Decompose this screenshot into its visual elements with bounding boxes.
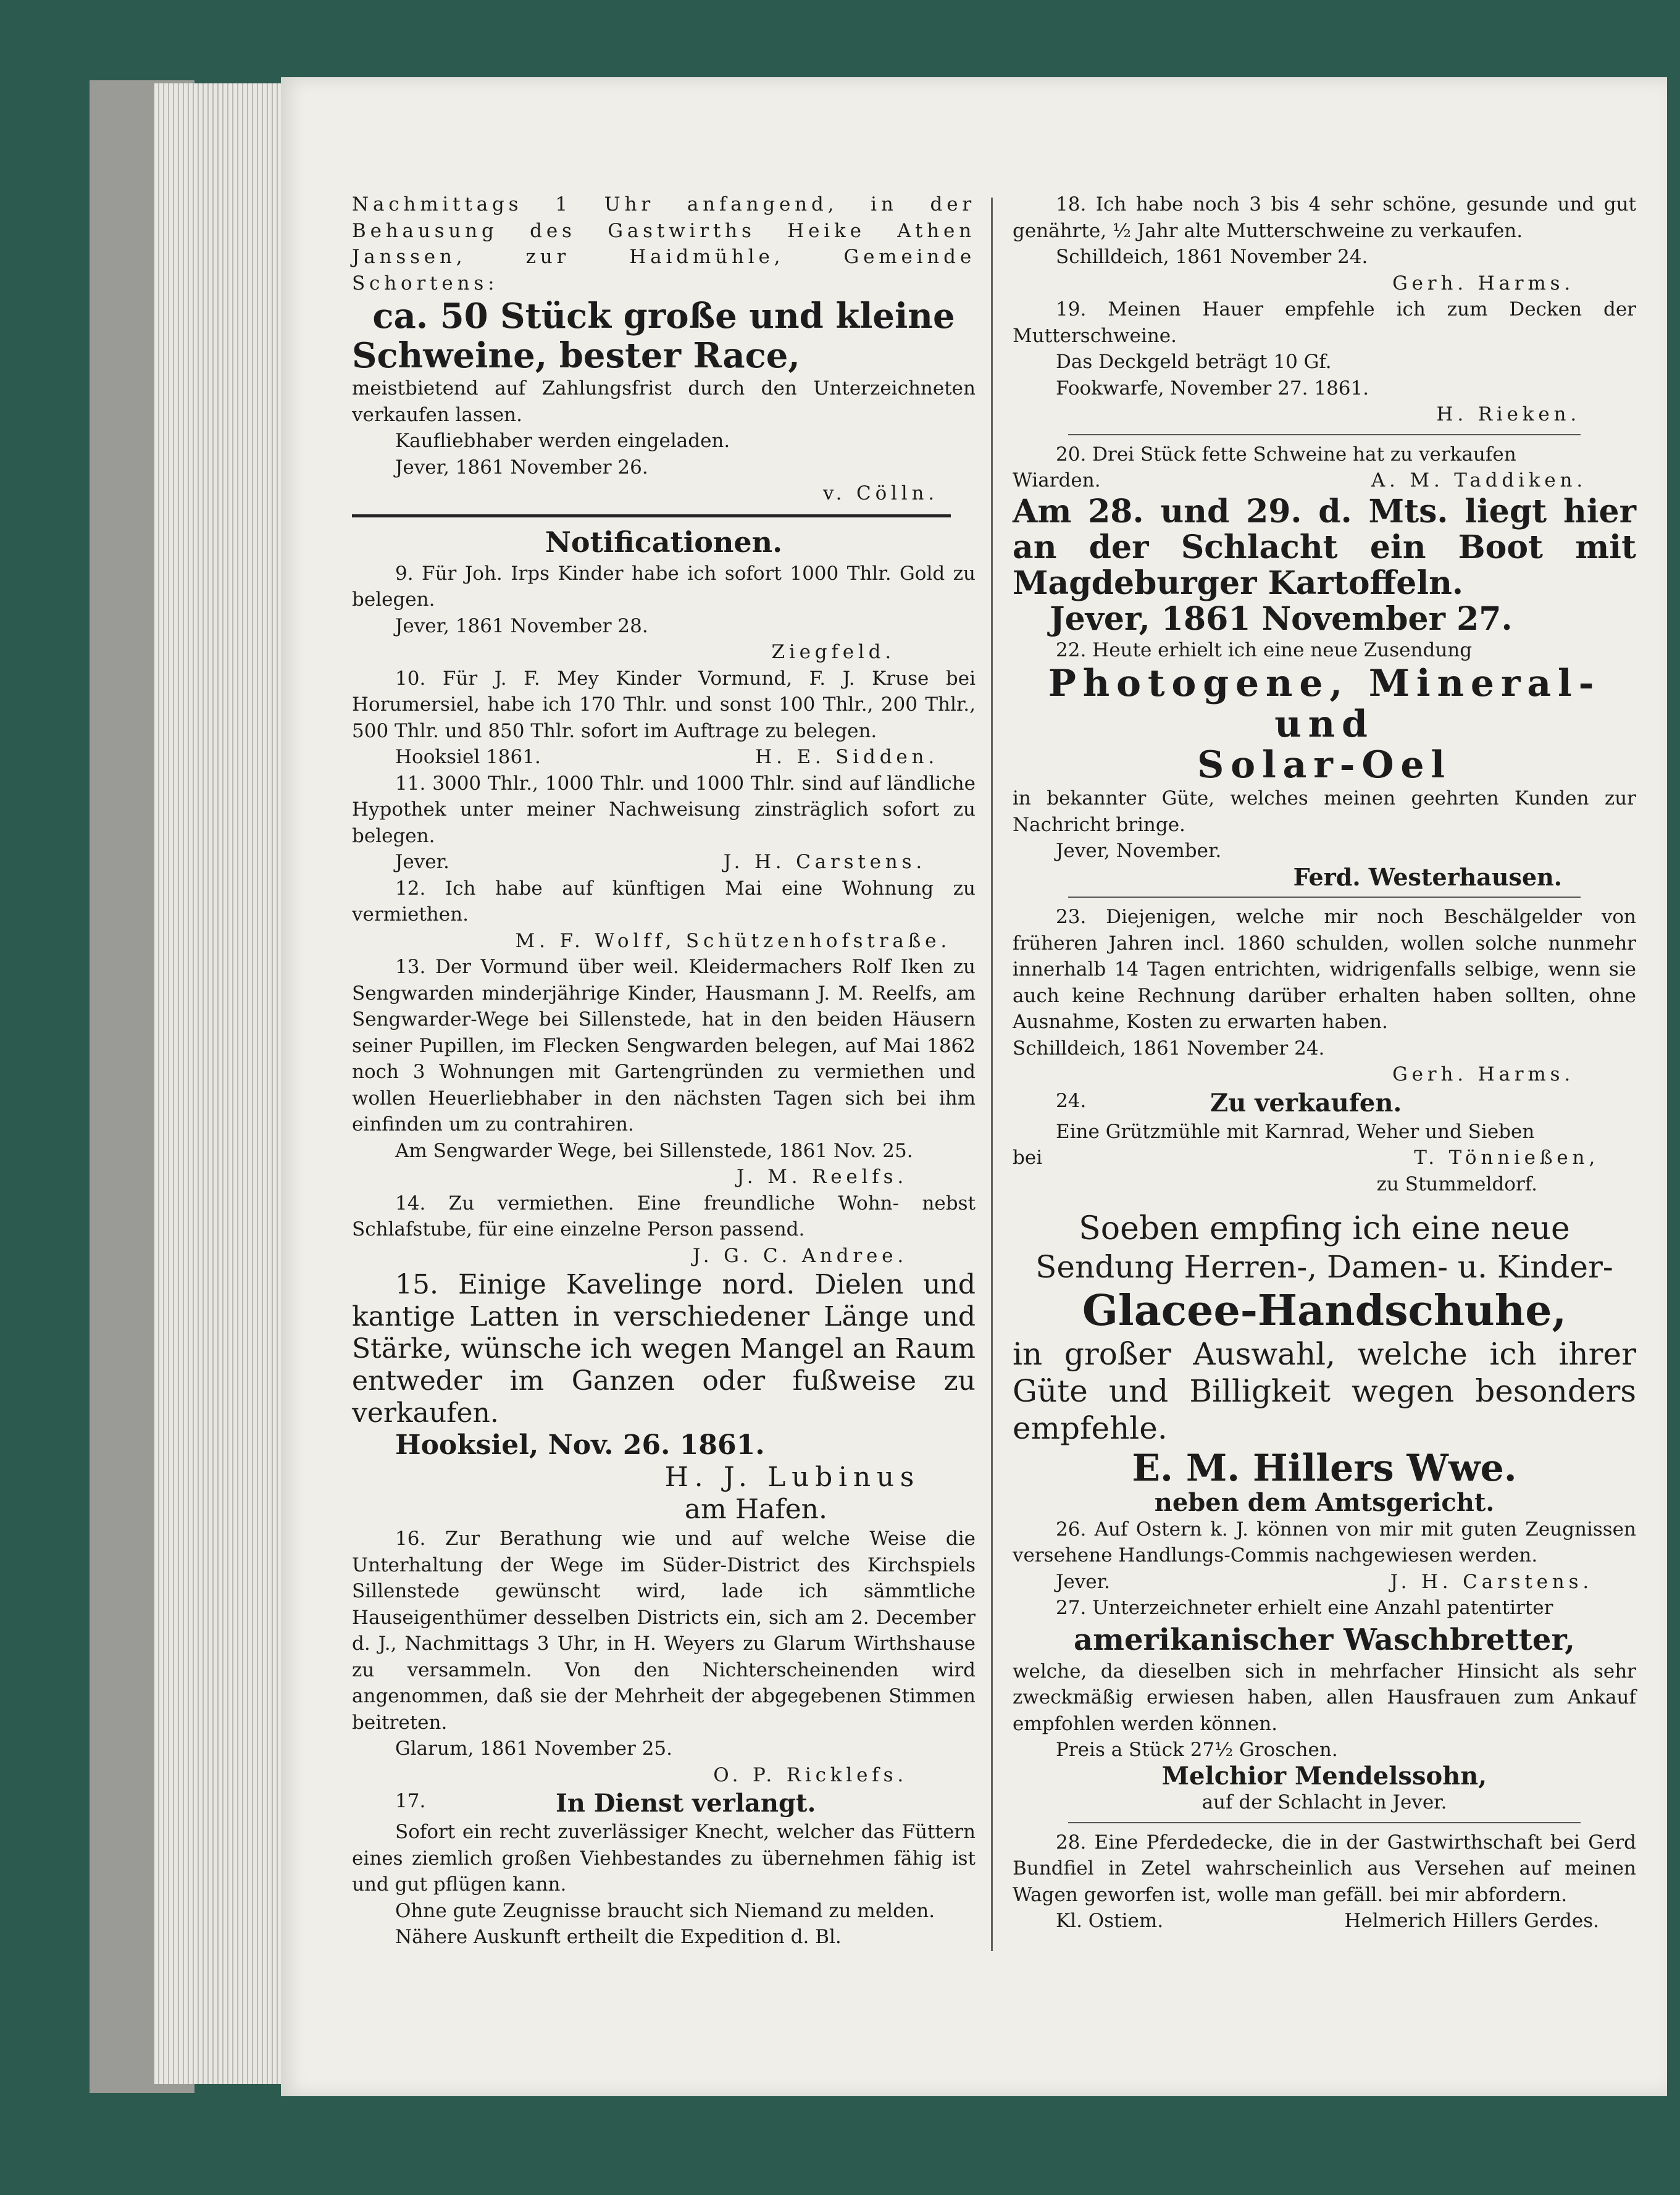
notice-12: 12. Ich habe auf künftigen Mai eine Wohnung zu vermiethen. bbox=[352, 877, 976, 926]
separator bbox=[1068, 1822, 1581, 1823]
notice-11: 11. 3000 Thlr., 1000 Thlr. und 1000 Thlr. sind auf ländliche Hypothek unter meiner Nachweisung zinsträglich sofort zu belegen. bbox=[352, 772, 976, 847]
notice-18: 18. Ich habe noch 3 bis 4 sehr schöne, gesunde und gut genährte, ½ Jahr alte Mutterschweine zu verkaufen. bbox=[1013, 193, 1636, 242]
notice-19-signature: H. Rieken. bbox=[1436, 403, 1581, 425]
notice-15-signature: H. J. Lubinus bbox=[664, 1461, 920, 1493]
notice-17-number: 17. bbox=[395, 1790, 426, 1812]
notice-23: 23. Diejenigen, welche mir noch Beschälgelder von früheren Jahren incl. 1860 schulden, wollen solche nunmehr innerhalb 14 Tagen entrichten, widrigenfalls selbige, wenn sie auch keine Rechnung darüber erhalten haben sollten, ohne Ausnahme, Kosten zu erwarten haben. bbox=[1013, 906, 1636, 1033]
notice-9-place: Jever, 1861 November 28. bbox=[395, 614, 648, 637]
notice-24: Eine Grützmühle mit Karnrad, Weher und Sieben bbox=[1056, 1120, 1535, 1143]
notice-15: 15. Einige Kavelinge nord. Dielen und kantige Latten in verschiedener Länge und Stärke, wünsche ich wegen Mangel an Raum entweder im Ganzen oder fußweise zu verkaufen. bbox=[352, 1269, 976, 1429]
notice-22-product-1: Photogene, Mineral- und bbox=[1048, 662, 1601, 746]
notice-11-signature: J. H. Carstens. bbox=[723, 851, 926, 873]
separator bbox=[1068, 897, 1581, 898]
right-column bbox=[1013, 191, 1636, 1934]
notice-26: 26. Auf Ostern k. J. können von mir mit guten Zeugnissen versehene Handlungs-Commis nachgewiesen werden. bbox=[1013, 1518, 1636, 1566]
notice-17: Sofort ein recht zuverlässiger Knecht, welcher das Füttern eines ziemlich großen Viehbestandes zu übernehmen fähig ist und gut pflügen kann. bbox=[352, 1821, 976, 1896]
notice-13-place: Am Sengwarder Wege, bei Sillenstede, 1861 Nov. 25. bbox=[395, 1139, 913, 1162]
notice-22: 22. Heute erhielt ich eine neue Zusendung bbox=[1056, 638, 1473, 661]
notice-13-signature: J. M. Reelfs. bbox=[736, 1166, 908, 1188]
ad-gloves-product: Glacee-Handschuhe, bbox=[1082, 1286, 1567, 1336]
notice-26-signature: J. H. Carstens. bbox=[1390, 1570, 1593, 1593]
notice-28: 28. Eine Pferdedecke, die in der Gastwirthschaft bei Gerd Bundfiel in Zetel wahrscheinlich aus Versehen auf meinen Wagen geworfen ist, wolle man gefäll. bei mir abfordern. bbox=[1013, 1831, 1636, 1906]
notice-22-text: in bekannter Güte, welches meinen geehrten Kunden zur Nachricht bringe. bbox=[1013, 787, 1636, 836]
notice-12-signature: M. F. Wolff, Schützenhofstraße. bbox=[515, 929, 951, 952]
left-column bbox=[352, 191, 976, 1950]
notice-16-signature: O. P. Ricklefs. bbox=[713, 1763, 908, 1786]
notice-17-heading: In Dienst verlangt. bbox=[556, 1789, 816, 1818]
ad-gloves-line-1: Soeben empfing ich eine neue bbox=[1079, 1210, 1570, 1247]
notice-24-heading: Zu verkaufen. bbox=[1210, 1088, 1402, 1118]
ad-gloves-text: in großer Auswahl, welche ich ihrer Güte und Billigkeit wegen besonders empfehle. bbox=[1013, 1336, 1636, 1446]
notice-23-signature: Gerh. Harms. bbox=[1392, 1063, 1574, 1085]
column-divider bbox=[991, 198, 993, 1951]
notice-20: 20. Drei Stück fette Schweine hat zu verkaufen bbox=[1056, 443, 1516, 466]
notice-17-b: Ohne gute Zeugnisse braucht sich Niemand zu melden. bbox=[395, 1899, 935, 1922]
notice-9-signature: Ziegfeld. bbox=[771, 641, 895, 663]
notice-21-place: Jever, 1861 November 27. bbox=[1050, 600, 1513, 638]
notice-14: 14. Zu vermiethen. Eine freundliche Wohn- nebst Schlafstube, für eine einzelne Person passend. bbox=[352, 1192, 976, 1240]
notificationen-heading: Notificationen. bbox=[545, 525, 783, 559]
notice-24-signature-2: zu Stummeldorf. bbox=[1376, 1173, 1537, 1195]
notice-20-signature: A. M. Taddiken. bbox=[1371, 469, 1587, 491]
notice-27-text: welche, da dieselben sich in mehrfacher Hinsicht als sehr zweckmäßig erwiesen haben, allen Hausfrauen zum Ankauf empfohlen werden können. bbox=[1013, 1660, 1636, 1735]
notice-27-price: Preis a Stück 27½ Groschen. bbox=[1056, 1739, 1338, 1761]
newspaper-page bbox=[281, 77, 1667, 2096]
notice-15-place: Hooksiel, Nov. 26. 1861. bbox=[395, 1429, 765, 1461]
notice-10-signature: H. E. Sidden. bbox=[755, 746, 938, 768]
notice-18-place: Schilldeich, 1861 November 24. bbox=[1056, 246, 1368, 268]
notice-27-signature: Melchior Mendelssohn, bbox=[1161, 1761, 1487, 1791]
notice-22-signature: Ferd. Westerhausen. bbox=[1293, 863, 1562, 891]
notice-19: 19. Meinen Hauer empfehle ich zum Decken der Mutterschweine. bbox=[1013, 298, 1636, 347]
notice-28-signature: Helmerich Hillers Gerdes. bbox=[1344, 1910, 1599, 1932]
auction-signer: v. Cölln. bbox=[823, 482, 938, 504]
notice-24-bei: bei bbox=[1013, 1147, 1043, 1169]
notice-24-number: 24. bbox=[1056, 1089, 1087, 1112]
notice-28-place: Kl. Ostiem. bbox=[1056, 1910, 1164, 1932]
notice-10-place: Hooksiel 1861. bbox=[395, 746, 541, 768]
notice-27-product: amerikanischer Waschbretter, bbox=[1074, 1622, 1575, 1657]
notice-13: 13. Der Vormund über weil. Kleidermachers Rolf Iken zu Sengwarden minderjährige Kinder, Hausmann J. M. Reelfs, am Sengwarder-Wege bei Sillenstede, hat in den beiden Häusern seiner Pupillen, im Flecken Sengwarden belegen, auf Mai 1862 noch 3 Wohnungen mit Gartengründen zu vermiethen und wollen Heuerliebhaber in den nächsten Tagen sich bei ihm einfinden um zu contrahiren. bbox=[352, 956, 976, 1135]
auction-place: Jever, 1861 November 26. bbox=[395, 456, 648, 479]
notice-19-place: Fookwarfe, November 27. 1861. bbox=[1056, 377, 1369, 399]
auction-buyers: Kaufliebhaber werden eingeladen. bbox=[395, 430, 730, 452]
notice-10: 10. Für J. F. Mey Kinder Vormund, F. J. Kruse bei Horumersiel, habe ich 170 Thlr. und sonst 100 Thlr., 200 Thlr., 500 Thlr. und 850 Thlr. sofort im Auftrage zu belegen. bbox=[352, 667, 976, 742]
auction-headline-2: Schweine, bester Race, bbox=[352, 335, 800, 376]
notice-18-signature: Gerh. Harms. bbox=[1392, 272, 1574, 295]
auction-headline-1: ca. 50 Stück große und kleine bbox=[372, 296, 955, 337]
notice-20-place: Wiarden. bbox=[1013, 469, 1101, 491]
section-rule bbox=[352, 514, 951, 517]
notice-26-place: Jever. bbox=[1056, 1570, 1110, 1593]
notice-21: Am 28. und 29. d. Mts. liegt hier an der Schlacht ein Boot mit Magdeburger Kartoffeln. bbox=[1013, 492, 1636, 602]
notice-14-signature: J. G. C. Andree. bbox=[692, 1244, 908, 1267]
notice-15-signature-2: am Hafen. bbox=[684, 1494, 827, 1525]
notice-19-b: Das Deckgeld beträgt 10 Gf. bbox=[1056, 351, 1332, 373]
notice-24-signature: T. Tönnießen, bbox=[1414, 1147, 1599, 1169]
notice-11-place: Jever. bbox=[395, 851, 449, 873]
notice-27-signature-2: auf der Schlacht in Jever. bbox=[1201, 1791, 1447, 1813]
notice-17-c: Nähere Auskunft ertheilt die Expedition d. Bl. bbox=[395, 1926, 842, 1948]
auction-sale-text: meistbietend auf Zahlungsfrist durch den Unterzeichneten verkaufen lassen. bbox=[352, 377, 976, 426]
notice-22-place: Jever, November. bbox=[1056, 840, 1222, 862]
notice-27: 27. Unterzeichneter erhielt eine Anzahl patentirter bbox=[1056, 1597, 1553, 1619]
ad-gloves-line-2: Sendung Herren-, Damen- u. Kinder- bbox=[1035, 1249, 1613, 1285]
auction-intro: Nachmittags 1 Uhr anfangend, in der Behausung des Gastwirths Heike Athen Janssen, zur Haidmühle, Gemeinde Schortens: bbox=[352, 193, 976, 295]
notice-23-place: Schilldeich, 1861 November 24. bbox=[1013, 1037, 1325, 1060]
page-edges bbox=[154, 83, 284, 2084]
notice-9: 9. Für Joh. Irps Kinder habe ich sofort 1000 Thlr. Gold zu belegen. bbox=[352, 562, 976, 611]
ad-gloves-firm: E. M. Hillers Wwe. bbox=[1132, 1447, 1517, 1490]
notice-16-place: Glarum, 1861 November 25. bbox=[395, 1737, 673, 1760]
ad-gloves-address: neben dem Amtsgericht. bbox=[1154, 1488, 1495, 1517]
notice-16: 16. Zur Berathung wie und auf welche Weise die Unterhaltung der Wege im Süder-District des Kirchspiels Sillenstede gewünscht wird, lade ich sämmtliche Hauseigenthümer desselben Districts ein, sich am 2. December d. J., Nachmittags 3 Uhr, in H. Weyers zu Glarum Wirthshause zu versammeln. Von den Nichterscheinenden wird angenommen, daß sie der Mehrheit der abgegebenen Stimmen beitreten. bbox=[352, 1528, 976, 1734]
notice-22-product-2: Solar-Oel bbox=[1197, 743, 1452, 787]
separator bbox=[1068, 434, 1581, 435]
